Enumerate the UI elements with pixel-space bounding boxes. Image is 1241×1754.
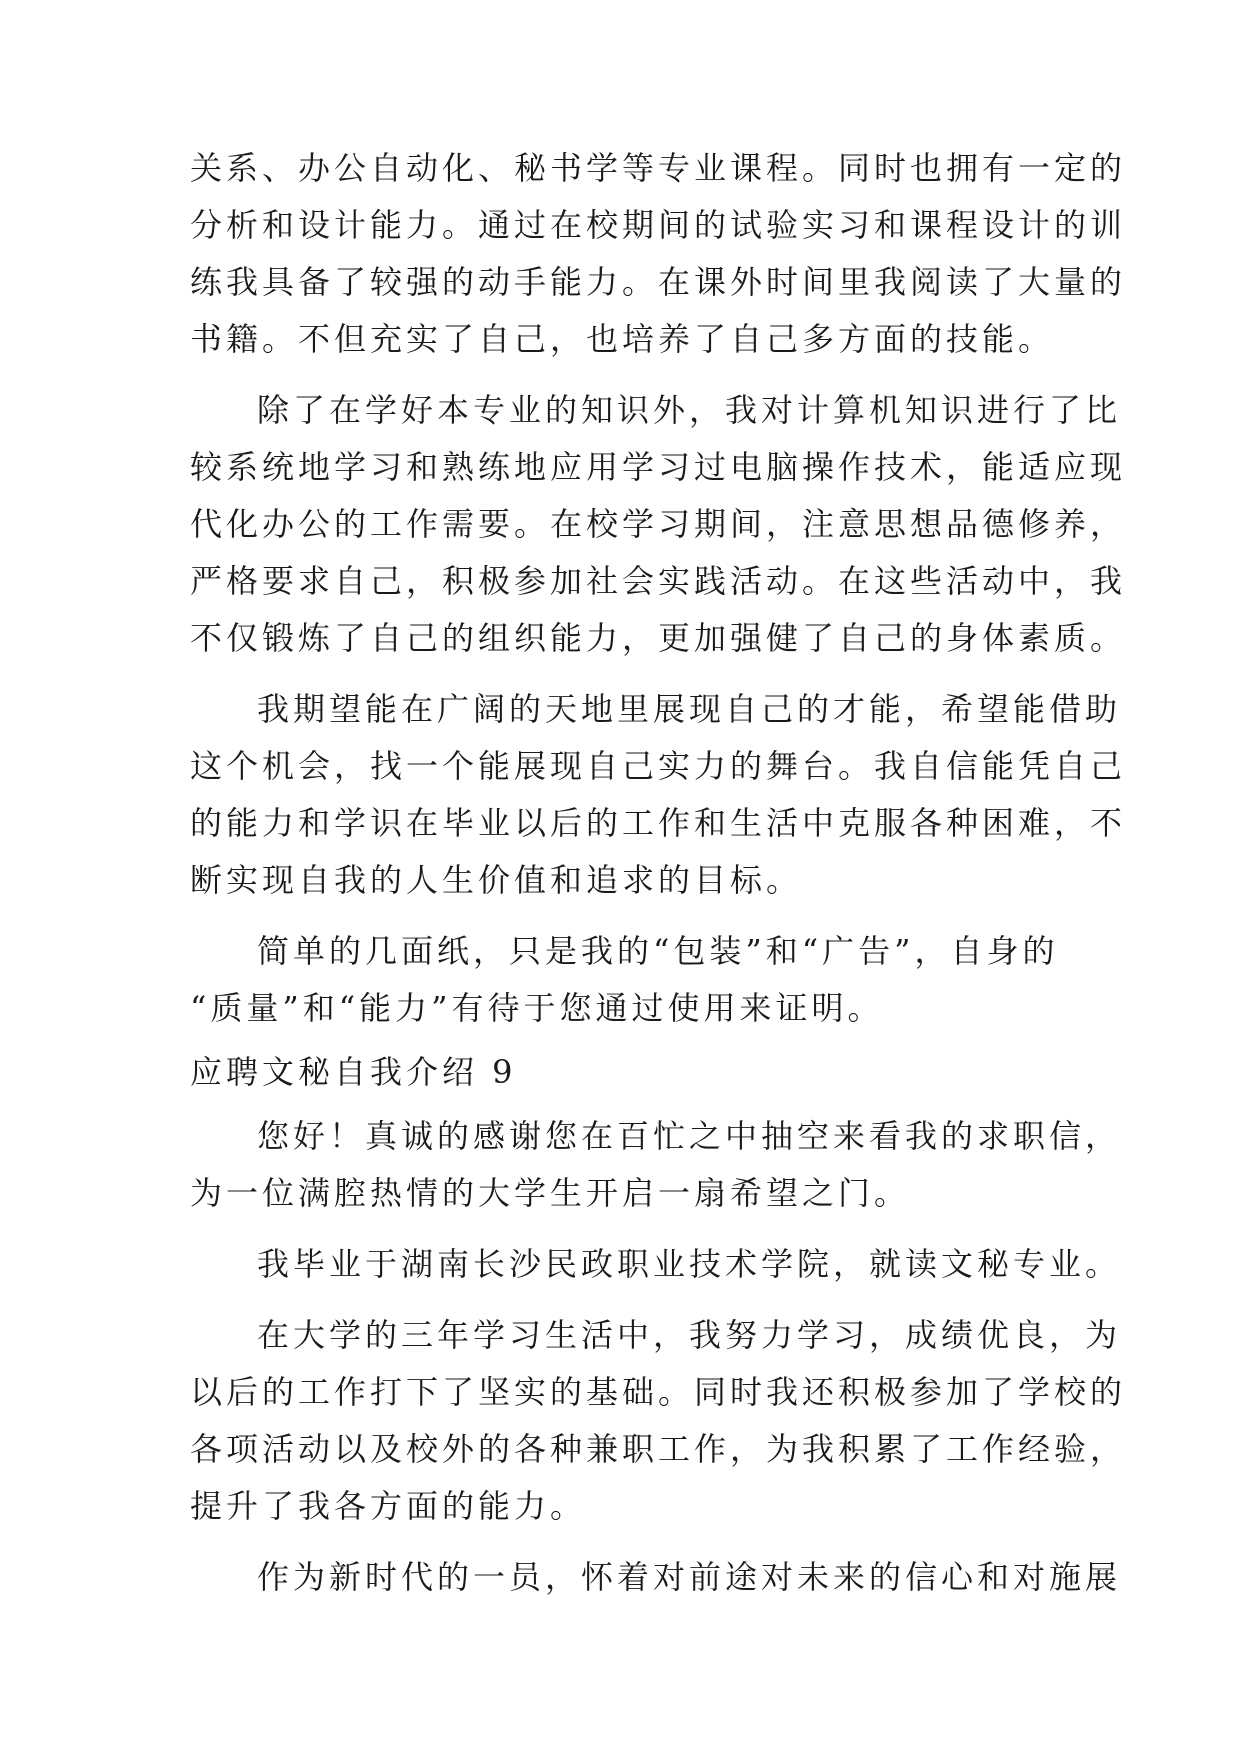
text-line: 不仅锻炼了自己的组织能力，更加强健了自己的身体素质。 (190, 619, 1127, 657)
text-line: “质量”和“能力”有待于您通过使用来证明。 (190, 989, 884, 1027)
section-heading: 应聘文秘自我介绍 9 (190, 1053, 517, 1091)
paragraph-start-line: 我毕业于湖南长沙民政职业技术学院，就读文秘专业。 (257, 1245, 1122, 1283)
paragraph-start-line: 在大学的三年学习生活中，我努力学习，成绩优良，为 (257, 1316, 1122, 1354)
text-line: 以后的工作打下了坚实的基础。同时我还积极参加了学校的 (190, 1373, 1127, 1411)
paragraph-start-line: 作为新时代的一员，怀着对前途对未来的信心和对施展 (257, 1558, 1122, 1596)
text-line: 较系统地学习和熟练地应用学习过电脑操作技术，能适应现 (190, 448, 1127, 486)
text-line: 代化办公的工作需要。在校学习期间，注意思想品德修养， (190, 505, 1127, 543)
text-line: 分析和设计能力。通过在校期间的试验实习和课程设计的训 (190, 206, 1127, 244)
paragraph-start-line: 除了在学好本专业的知识外，我对计算机知识进行了比 (257, 391, 1122, 429)
text-line: 严格要求自己，积极参加社会实践活动。在这些活动中，我 (190, 562, 1127, 600)
text-line: 提升了我各方面的能力。 (190, 1487, 587, 1525)
text-line: 为一位满腔热情的大学生开启一扇希望之门。 (190, 1174, 911, 1212)
paragraph-start-line: 简单的几面纸，只是我的“包装”和“广告”，自身的 (257, 932, 1059, 970)
text-line: 关系、办公自动化、秘书学等专业课程。同时也拥有一定的 (190, 149, 1127, 187)
text-line: 各项活动以及校外的各种兼职工作，为我积累了工作经验， (190, 1430, 1127, 1468)
text-line: 这个机会，找一个能展现自己实力的舞台。我自信能凭自己 (190, 747, 1127, 785)
paragraph-start-line: 您好！真诚的感谢您在百忙之中抽空来看我的求职信， (257, 1117, 1122, 1155)
text-line: 断实现自我的人生价值和追求的目标。 (190, 861, 803, 899)
text-line: 书籍。不但充实了自己，也培养了自己多方面的技能。 (190, 320, 1055, 358)
text-line: 的能力和学识在毕业以后的工作和生活中克服各种困难，不 (190, 804, 1127, 842)
paragraph-start-line: 我期望能在广阔的天地里展现自己的才能，希望能借助 (257, 690, 1122, 728)
text-line: 练我具备了较强的动手能力。在课外时间里我阅读了大量的 (190, 263, 1127, 301)
